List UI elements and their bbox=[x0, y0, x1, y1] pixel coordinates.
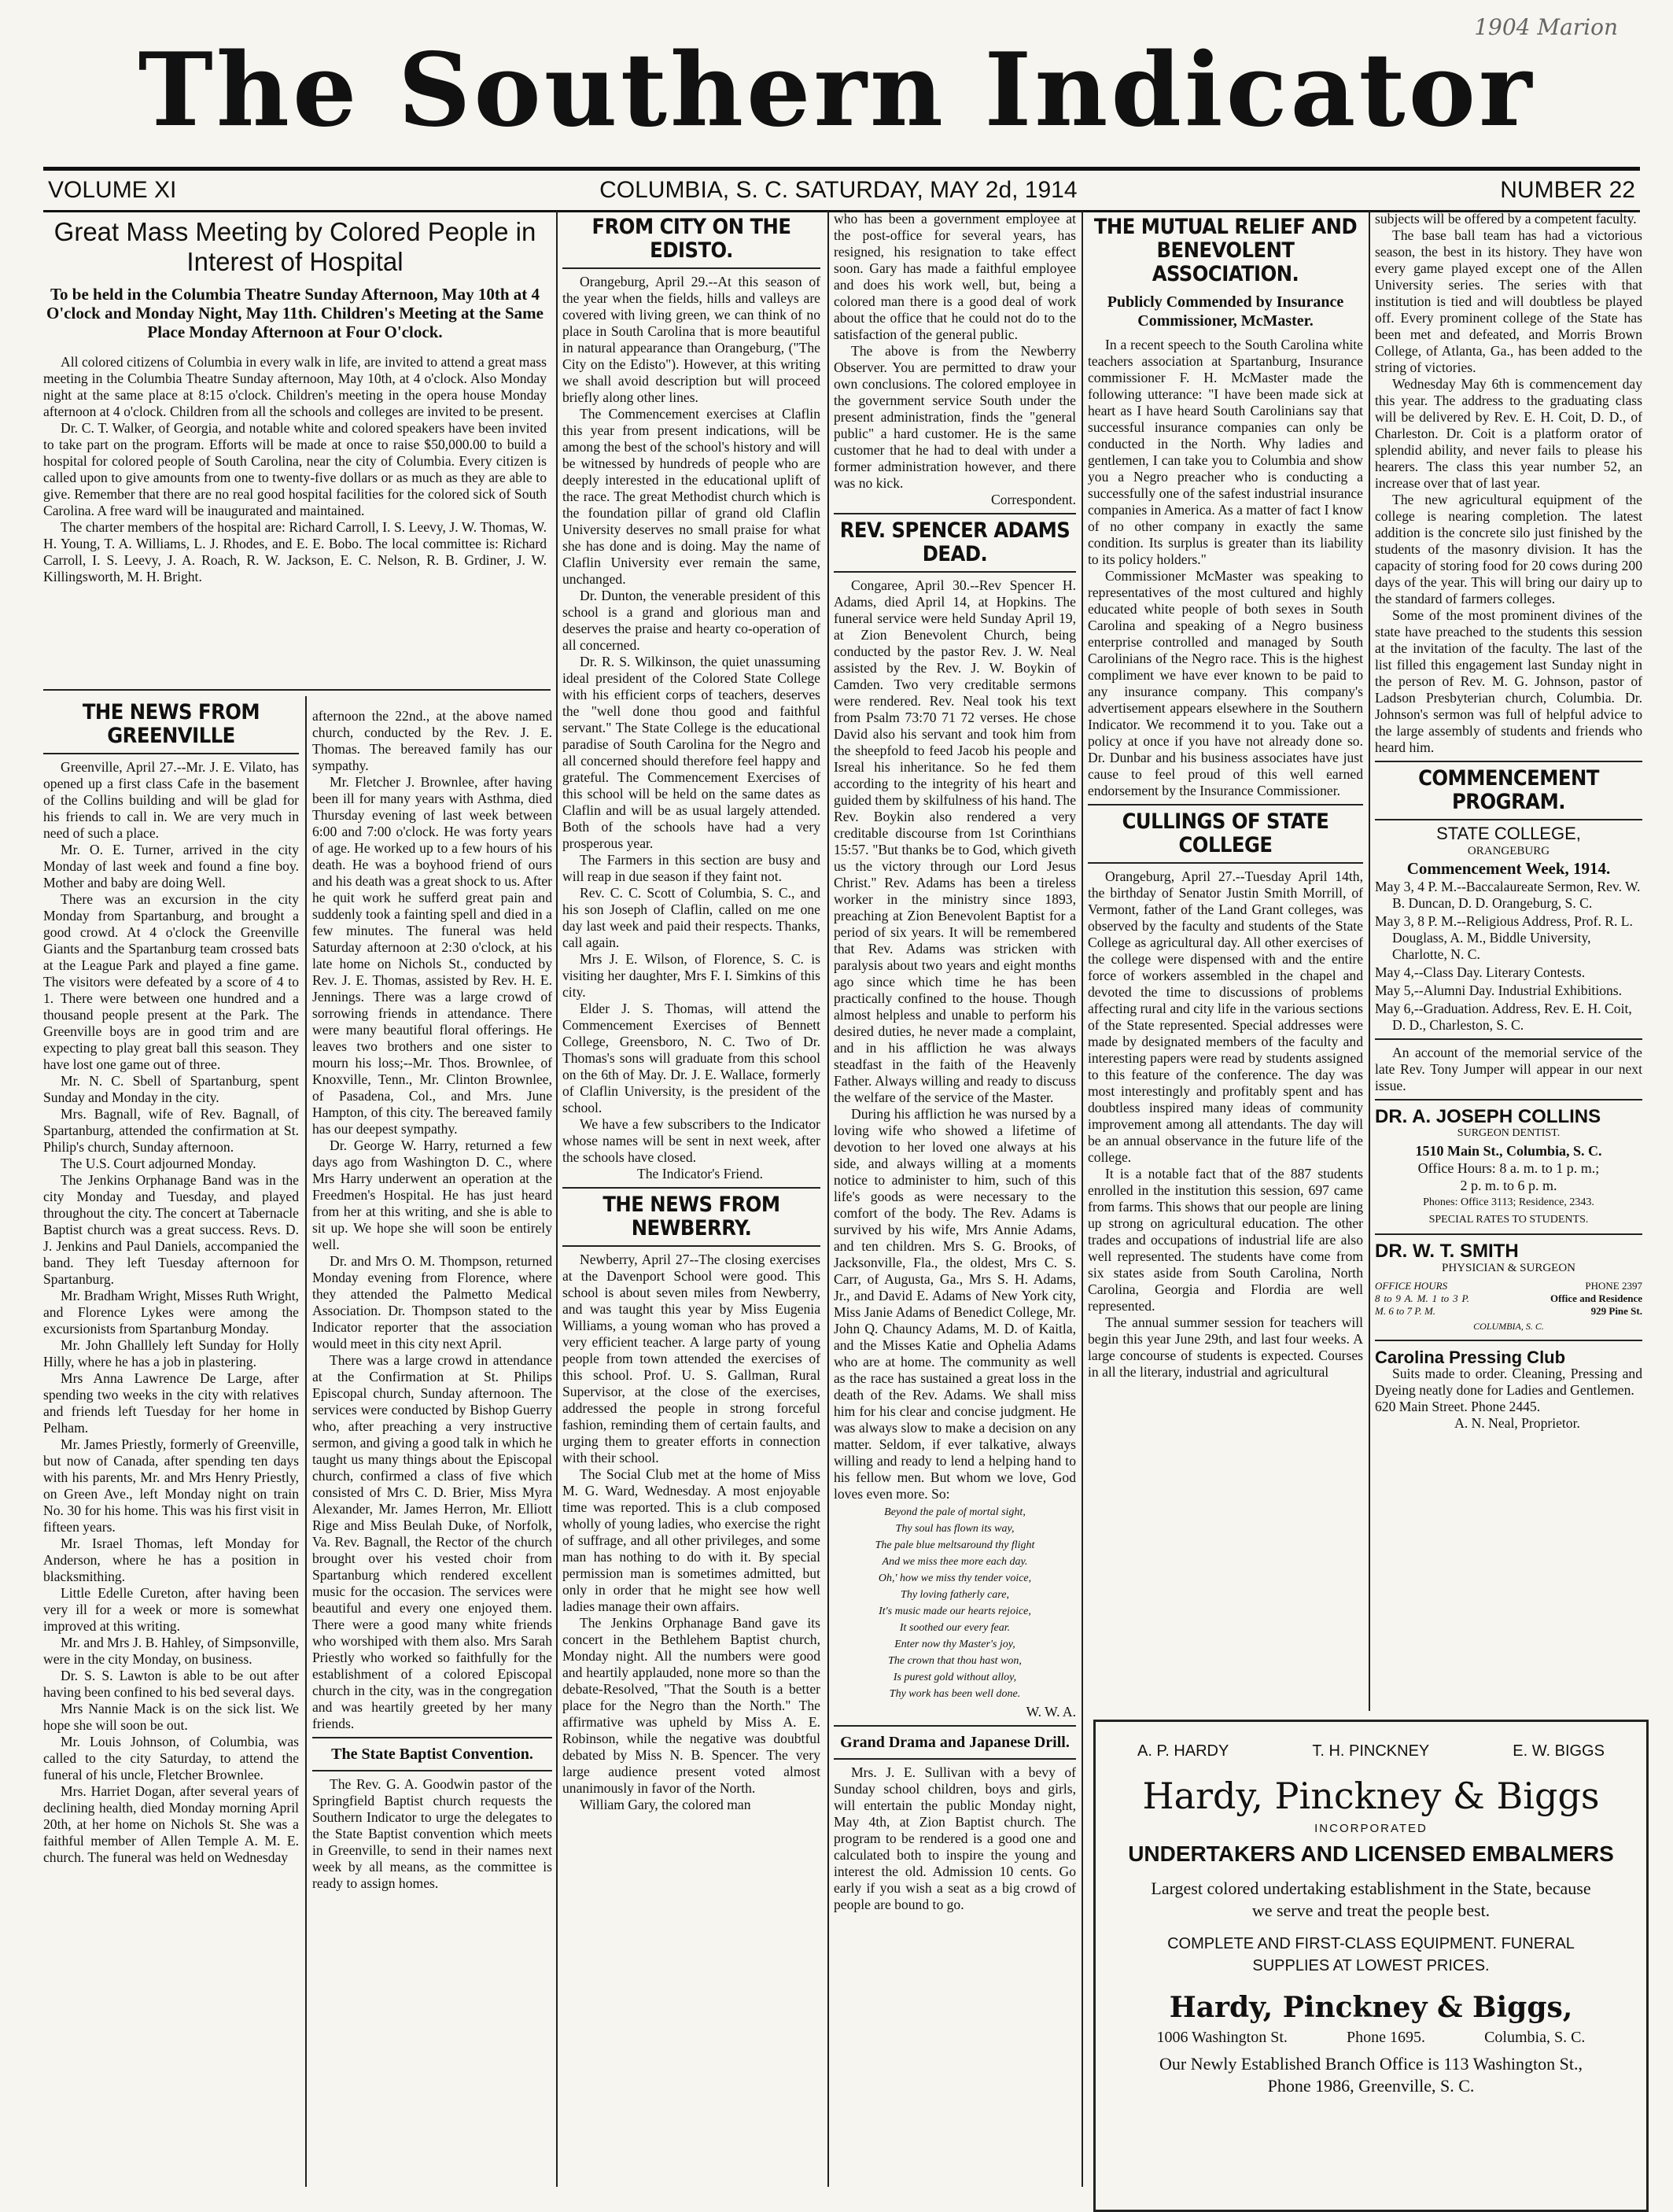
ad-branch: Our Newly Established Branch Office is 113 Washington St., Phone 1986, Greenville, S. C. bbox=[1159, 2054, 1583, 2096]
divider bbox=[1088, 804, 1363, 806]
program-item: May 3, 8 P. M.--Religious Address, Prof. R. L. Douglass, A. M., Biddle University, Charlotte, N. C. bbox=[1375, 913, 1633, 962]
handwritten-note: 1904 Marion bbox=[1474, 14, 1618, 40]
poem-line: And we miss thee more each day. bbox=[882, 1556, 1028, 1568]
divider bbox=[43, 753, 299, 754]
smith-office: Office and Residence bbox=[1550, 1292, 1642, 1304]
column-rule bbox=[556, 211, 558, 2187]
poem-line: Thy soul has flown its way, bbox=[895, 1523, 1015, 1535]
greenville-continued bbox=[312, 708, 552, 2187]
poem-line: The crown that thou hast won, bbox=[888, 1655, 1022, 1667]
smith-hours-label: OFFICE HOURS bbox=[1375, 1280, 1448, 1292]
paragraph: An account of the memorial service of the late Rev. Tony Jumper will appear in our next issue. bbox=[1375, 1045, 1642, 1093]
paragraph: Mrs. Bagnall, wife of Rev. Bagnall, of Spartanburg, attended the confirmation at St. Philip's church, Sunday afternoon. bbox=[43, 1106, 299, 1155]
divider bbox=[1375, 1038, 1642, 1040]
paragraph: Dr. and Mrs O. M. Thompson, returned Monday evening from Florence, where they attended the Palmetto Medical Association. Dr. Thompson stated to the Indicator reporter that the association would meet in this city next April. bbox=[312, 1253, 552, 1351]
column-rule bbox=[1369, 211, 1370, 1711]
paragraph: There was an excursion in the city Monday from Spartanburg, and brought a good crowd. At 4 o'clock the Greenville Giants and the Spartanburg team crossed bats at the League Park and played a fine game. The visitors were defeated by a score of 4 to 1. There were between one hundred and a thousand people present at the Park. The Greenville boys are in good trim and are expecting to play great ball this season. They have lost one game out of three. bbox=[43, 891, 299, 1072]
ad-text: Largest colored undertaking establishment in the State, because we serve and treat the people best. bbox=[1151, 1878, 1591, 1920]
drama-headline: Grand Drama and Japanese Drill. bbox=[840, 1734, 1070, 1751]
divider bbox=[562, 1187, 820, 1189]
program-item: May 6,--Graduation. Address, Rev. E. H. Coit, D. D., Charleston, S. C. bbox=[1375, 1001, 1632, 1033]
collins-hours: Office Hours: 8 a. m. to 1 p. m.; bbox=[1417, 1160, 1600, 1176]
volume: VOLUME XI bbox=[48, 177, 177, 203]
divider bbox=[562, 1245, 820, 1247]
ad-incorporated: INCORPORATED bbox=[1314, 1822, 1428, 1835]
paragraph: Congaree, April 30.--Rev Spencer H. Adams, died April 14, at Hopkins. The funeral service were held Sunday April 19, at Zion Benevolent Church, being conducted by the pastor Rev. J. W. Neal assisted by the Rev. J. W. Boykin of Camden. Two very creditable sermons were rendered. Rev. Neal took his text from Psalm 73:70 71 72 verses. He chose David also his servant and took him from the sheepfold to feed Jacob his people and Isreal his inheritance. So he fed them according to the integrity of his heart and guided them by skilfulness of his hand. The Rev. Boykin also rendered a very creditable discourse from 1st Corinthians 15:57. "But thanks be to God, which giveth us the victory through our Lord Jesus Christ." Rev. Adams has been a tireless worker in the ministry since 1893, preaching at Zion Benevolent Baptist for a period of six years. It will be remembered that Rev. Adams was stricken with paralysis about two years and eight months ago since which time he has been practically confined to the house. Though almost helpless and unable to perform his desired duties, he never made a complaint, and in his affliction he was always steadfast in the faith of the Heavenly Father. Always willing and ready to discuss the welfare of the service of the Master. bbox=[834, 577, 1076, 1105]
divider bbox=[312, 1770, 552, 1771]
mutual-deck: Publicly Commended by Insurance Commissioner, McMaster. bbox=[1107, 293, 1344, 330]
undertaker-ad bbox=[1093, 1720, 1649, 2212]
paragraph: Suits made to order. Cleaning, Pressing and Dyeing neatly done for Ladies and Gentlemen. bbox=[1375, 1366, 1642, 1398]
program-list bbox=[1375, 879, 1642, 1034]
paragraph: It is a notable fact that of the 887 students enrolled in the institution this session, 697 came from farms. This shows that our people are lining up strong on agricultural education. The other trades and occupations of industrial life are also well represented. The students have come from six states aside from South Carolina, North Carolina, Georgia and Flordia are well represented. bbox=[1088, 1166, 1363, 1314]
paragraph: The base ball team has had a victorious season, the best in its history. They have won every game played except one of the Allen University series. The series with that institution is tied and will doubtless be played off. Every prominent college of the State has been met and defeated, and Morris Brown College, of Atlanta, Ga., has been added to the string of victories. bbox=[1375, 227, 1642, 375]
paragraph: Dr. R. S. Wilkinson, the quiet unassuming ideal president of the Colored State College with his efficient corps of teachers, deserves the "well done thou good and faithful servant." The State College is the educational paradise of South Carolina for the Negro and all concerned should therefore feel happy and grateful. The Commencement Exercises of this school will be held on the same dates as Claflin and will be as usual largely attended. Both of the schools have had a very prosperous year. bbox=[562, 654, 820, 851]
signature: Correspondent. bbox=[991, 492, 1076, 507]
poem-line: Beyond the pale of mortal sight, bbox=[884, 1506, 1026, 1518]
smith-city: COLUMBIA, S. C. bbox=[1473, 1321, 1544, 1332]
smith-hours: 8 to 9 A. M. 1 to 3 P. M. 6 to 7 P. M. bbox=[1375, 1292, 1469, 1317]
paragraph: The new agricultural equipment of the college is nearing completion. The latest addition is the concrete silo just finished by the students of the masonry division. It has the capacity of storing food for 20 cows during 200 days of the year. This will bring our dairy up to the standard of farmers colleges. bbox=[1375, 492, 1642, 606]
paragraph: Newberry, April 27--The closing exercises at the Davenport School were good. This school is about seven miles from Newberry, and was taught this year by Miss Eugenia Williams, a young woman who has proved a very efficient teacher. A large party of young people from town attended the exercises of this school. Prof. U. S. Gallman, Rural Supervisor, at the close of the exercises, addressed the people in strong forceful fashion, reminding them of certain faults, and urging them to greater efforts in connection with their school. bbox=[562, 1252, 820, 1465]
pressing-name: Carolina Pressing Club bbox=[1375, 1347, 1566, 1367]
edisto-column bbox=[562, 211, 820, 2185]
paragraph: Mr. Bradham Wright, Misses Ruth Wright, and Florence Lykes were among the excursionists from Spartanburg Monday. bbox=[43, 1288, 299, 1336]
divider bbox=[1375, 1233, 1642, 1235]
smith-name: DR. W. T. SMITH bbox=[1375, 1241, 1519, 1262]
divider bbox=[834, 513, 1076, 514]
divider bbox=[834, 571, 1076, 573]
paragraph: Dr. S. S. Lawton is able to be out after having been confined to his bed several days. bbox=[43, 1668, 299, 1700]
ad-business: UNDERTAKERS AND LICENSED EMBALMERS bbox=[1128, 1841, 1614, 1866]
collins-phones: Phones: Office 3113; Residence, 2343. bbox=[1423, 1196, 1594, 1208]
paragraph: Mrs J. E. Wilson, of Florence, S. C. is visiting her daughter, Mrs F. I. Simkins of this city. bbox=[562, 951, 820, 1000]
paragraph: There was a large crowd in attendance at the Confirmation at St. Philips Episcopal church, Sunday afternoon. The services were conducted by Bishop Guerry who, after preaching a very instructive sermon, and giving a good talk in which he taught us many things about the Episcopal church, confirmed a class of five which consisted of Mrs C. D. Brier, Miss Myra Alexander, Mr. James Herron, Mr. Elliott Rige and Miss Beulah Duke, of Norfolk, Va. Rev. Bagnall, the Rector of the church brought over his vested choir from Spartanburg which rendered excellent music for the occasion. The services were beautiful and every one enjoyed them. There were a good many white friends who worshiped with them also. Mrs Sarah Priestly who worked so faithfully for the establishment of a colored Episcopal church in the city, was in the congregation and was heartily greeted by her many friends. bbox=[312, 1352, 552, 1731]
poem-line: Oh,' how we miss thy tender voice, bbox=[878, 1572, 1032, 1584]
partner-name: T. H. PINCKNEY bbox=[1312, 1742, 1430, 1760]
paragraph: who has been a government employee at the post-office for several years, has resigned, his resignation to take effect soon. Gary has made a faithful employee and does his work well, but, being a colored man there is a good deal of work about the office that he could not do to the satisfaction of the general public. bbox=[834, 211, 1076, 342]
masthead: The Southern Indicator bbox=[138, 31, 1535, 149]
paragraph: The Jenkins Orphanage Band gave its concert in the Bethlehem Baptist church, Monday night. All the numbers were good and heartily applauded, none more so than the debate-Resolved, "That the South is a better place for the Negro than the North." The affirmative was upheld by Miss A. E. Robinson, while the negative was doubtful debated by Miss N. B. Spencer. The very large audience present voted almost unanimously in favor of the North. bbox=[562, 1615, 820, 1796]
paragraph: Some of the most prominent divines of the state have preached to the students this session at the invitation of the faculty. The last of the list filled this engagement last Sunday night in the person of Rev. M. G. Johnson, pastor of Ladson Presbyterian church, Columbia. Dr. Johnson's sermon was full of helpful advice to the large assembly of students and friends who heard him. bbox=[1375, 607, 1642, 755]
dateline bbox=[43, 167, 1640, 212]
college-column bbox=[1375, 211, 1642, 1709]
convention-headline: The State Baptist Convention. bbox=[331, 1746, 533, 1763]
hospital-deck: To be held in the Columbia Theatre Sunday Afternoon, May 10th at 4 O'clock and Monday Night, May 11th. Children's Meeting at the Same Place Monday Afternoon at Four O'clock. bbox=[46, 285, 544, 341]
poem-line: Thy work has been well done. bbox=[889, 1688, 1021, 1700]
collins-rates: SPECIAL RATES TO STUDENTS. bbox=[1428, 1214, 1589, 1226]
program-item: May 3, 4 P. M.--Baccalaureate Sermon, Rev. W. B. Duncan, D. D. Orangeburg, S. C. bbox=[1375, 879, 1641, 911]
paragraph: Mr. John Ghalllely left Sunday for Holly Hilly, where he has a job in plastering. bbox=[43, 1337, 299, 1370]
newberry-headline: THE NEWS FROM NEWBERRY. bbox=[603, 1193, 780, 1241]
paragraph: Little Edelle Cureton, after having been very ill for a week or more is somewhat improved at this writing. bbox=[43, 1585, 299, 1634]
program-item: May 5,--Alumni Day. Industrial Exhibitions. bbox=[1375, 982, 1623, 998]
divider bbox=[562, 267, 820, 269]
ad-partners bbox=[1096, 1742, 1646, 1760]
divider bbox=[1375, 1099, 1642, 1100]
paragraph: Mr. O. E. Turner, arrived in the city Monday of last week and found a fine boy. Mother and baby are doing Well. bbox=[43, 842, 299, 890]
paragraph: Dr. George W. Harry, returned a few days ago from Washington D. C., where Mrs Harry underwent an operation at the Freedmen's Hospital. He has just heard from her at this writing, and she is able to sit up. We hope she will soon be entirely well. bbox=[312, 1137, 552, 1252]
paragraph: We have a few subscribers to the Indicator whose names will be sent in next week, after the schools have closed. bbox=[562, 1116, 820, 1165]
collins-address: 1510 Main St., Columbia, S. C. bbox=[1415, 1143, 1602, 1159]
smith-title: PHYSICIAN & SURGEON bbox=[1441, 1262, 1576, 1274]
ad-city: Columbia, S. C. bbox=[1484, 2029, 1586, 2046]
ad-address bbox=[1127, 2029, 1615, 2047]
signature: W. W. A. bbox=[1026, 1704, 1076, 1720]
adams-headline: REV. SPENCER ADAMS DEAD. bbox=[839, 518, 1070, 566]
signature: The Indicator's Friend. bbox=[636, 1166, 763, 1182]
adams-column bbox=[834, 211, 1076, 2185]
paragraph: Elder J. S. Thomas, will attend the Commencement Exercises of Bennett College, Greensboro, N. C. Two of Dr. Thomas's sons will graduate from this school on the 6th of May. Dr. J. E. Wallace, formerly of Claflin University, is the president of the school. bbox=[562, 1001, 820, 1115]
collins-title: SURGEON DENTIST. bbox=[1457, 1127, 1561, 1139]
smith-phone: PHONE 2397 bbox=[1585, 1280, 1642, 1292]
greenville-headline: THE NEWS FROM GREENVILLE bbox=[82, 700, 260, 748]
paragraph: The U.S. Court adjourned Monday. bbox=[61, 1156, 256, 1171]
smith-address: 929 Pine St. bbox=[1590, 1305, 1642, 1317]
place-date: COLUMBIA, S. C. SATURDAY, MAY 2d, 1914 bbox=[599, 177, 1078, 203]
program-week: Commencement Week, 1914. bbox=[1406, 859, 1611, 878]
divider bbox=[834, 1758, 1076, 1760]
poem-line: Is purest gold without alloy, bbox=[893, 1672, 1017, 1683]
paragraph: The annual summer session for teachers will begin this year June 29th, and last four weeks. A large concourse of students is expected. Courses in all the literary, industrial and agricultural bbox=[1088, 1314, 1363, 1380]
paragraph: The Commencement exercises at Claflin this year from present indications, will be among the best of the school's history and will be witnessed by hundreds of people who are deeply interested in the educational uplift of the race. The great Methodist church which is the foundation pillar of grand old Claflin University deserves no small praise for what she has done and is doing. May the name of Claflin University ever remain the same, unchanged. bbox=[562, 406, 820, 587]
paragraph: Orangeburg, April 27.--Tuesday April 14th, the birthday of Senator Justin Smith Morrill, of Vermont, father of the Land Grant colleges, was observed by the faculty and students of the State College as agricultural day. All other exercises of the college were dispensed with and the entire force of workers assembled in the chapel and devoted the time to discussions of problems affecting rural and city life in the various sections of the State represented. Special addresses were made by designated members of the faculty and interesting papers were read by students assigned to this feature of the conference. The day was most interestingly and profitably spent and has doubtless inspired many ideas of community improvement among all attendants. The day will be an annual observance in the future life of the college. bbox=[1088, 868, 1363, 1165]
column-rule bbox=[827, 211, 829, 2187]
poem-line: Thy loving fatherly care, bbox=[901, 1589, 1009, 1601]
paragraph: Mr. and Mrs J. B. Hahley, of Simpsonville, were in the city Monday, on business. bbox=[43, 1635, 299, 1667]
ad-firm-name-2: Hardy, Pinckney & Biggs, bbox=[1169, 1991, 1573, 2024]
ad-street: 1006 Washington St. bbox=[1156, 2029, 1288, 2046]
divider bbox=[1088, 862, 1363, 864]
collins-hours: 2 p. m. to 6 p. m. bbox=[1460, 1178, 1557, 1193]
paragraph: The charter members of the hospital are: Richard Carroll, I. S. Leevy, J. W. Thomas, W. H. Young, T. A. Williams, L. J. Rhodes, and E. E. Bobo. The local committee is: Richard Carroll, I. S. Leevy, J. A. Roach, R. W. Jackson, E. C. Nelson, R. B. Grdiner, J. W. Killingsworth, M. H. Bright. bbox=[43, 519, 547, 584]
divider bbox=[1375, 761, 1642, 762]
divider bbox=[1375, 819, 1642, 820]
paragraph: Mr. Israel Thomas, left Monday for Anderson, where he has a position in blacksmithing. bbox=[43, 1535, 299, 1584]
paragraph: The above is from the Newberry Observer. You are permitted to draw your own conclusions. The colored employee in the government service South under the present administration, finds the "general public" a hard customer. He is the same customer that he had to deal with under a former administration however, and there was no kick. bbox=[834, 343, 1076, 491]
greenville-column bbox=[43, 696, 299, 2191]
collins-name: DR. A. JOSEPH COLLINS bbox=[1375, 1106, 1601, 1127]
divider bbox=[312, 1737, 552, 1738]
column-rule bbox=[305, 696, 307, 2187]
paragraph: Mr. Louis Johnson, of Columbia, was called to the city Saturday, to attend the funeral of his uncle, Fletcher Brownlee. bbox=[43, 1734, 299, 1783]
paragraph: Mrs. J. E. Sullivan with a bevy of Sunday school children, boys and girls, will entertain the public Monday night, May 4th, at Zion Baptist church. The program to be rendered is a good one and calculated both to inspire the young and interest the old. Admission 10 cents. Go early if you wish a seat as a big crowd of people are bound to go. bbox=[834, 1764, 1076, 1912]
paragraph: Mr. Fletcher J. Brownlee, after having been ill for many years with Asthma, died Thursday evening of last week between 6:00 and 7:00 o'clock. He was forty years of age. He worked up to a few hours of his death. He was a boyhood friend of ours and his death was a great shock to us. After he quit work he sufferd great pain and suddenly took a fainting spell and died in a few minutes. The funeral was held Saturday afternoon at 2:30 o'clock, at his late home on Nichols St., conducted by Rev. J. E. Thomas, assisted by Rev. H. E. Jennings. There was a large crowd of sorrowing friends in attendance. There were many beautiful floral offerings. He leaves two brothers and one sister to mourn his loss;--Mr. Thos. Brownlee, of Knoxville, Tenn., Mr. Clinton Brownlee, of Pasadena, Col., and Mrs. June Hampton, of this city. The bereaved family has our deepest sympathy. bbox=[312, 774, 552, 1137]
mutual-headline: THE MUTUAL RELIEF AND BENEVOLENT ASSOCIATION. bbox=[1093, 215, 1358, 286]
paragraph: Rev. C. C. Scott of Columbia, S. C., and his son Joseph of Claflin, called on me one day last week and paid their respects. Thanks, call again. bbox=[562, 885, 820, 950]
paragraph: Mr. James Priestly, formerly of Greenville, but now of Canada, after spending ten days with his parents, Mr. and Mrs Henry Priestly, on Green Ave., left Monday night on train No. 30 for his home. This was his first visit in fifteen years. bbox=[43, 1436, 299, 1535]
section-divider bbox=[43, 689, 551, 691]
paragraph: Dr. C. T. Walker, of Georgia, and notable white and colored speakers have been invited to take part on the program. Efforts will be made at once to raise $50,000.00 to build a hospital for colored people of South Carolina, near the city of Columbia. Every citizen is called upon to give amounts from one to twenty-five dollars or as much as they are able to give. Remember that there are no real good hospital facilities for the colored sick of South Carolina. A free ward will be inaugurated and maintained. bbox=[43, 420, 547, 518]
ad-phone: Phone 1695. bbox=[1346, 2029, 1425, 2046]
paragraph: The Rev. G. A. Goodwin pastor of the Springfield Baptist church requests the Southern Indicator to urge the delegates to the State Baptist convention which meets in Greenville, to send in their names next week by all means, as the committee is ready to assign homes. bbox=[312, 1776, 552, 1891]
edisto-headline: FROM CITY ON THE EDISTO. bbox=[591, 215, 791, 263]
ad-text: COMPLETE AND FIRST-CLASS EQUIPMENT. FUNERAL SUPPLIES AT LOWEST PRICES. bbox=[1167, 1935, 1575, 1974]
hospital-article bbox=[43, 211, 547, 683]
mutual-column bbox=[1088, 211, 1363, 1709]
program-headline: COMMENCEMENT PROGRAM. bbox=[1418, 766, 1599, 814]
paragraph: subjects will be offered by a competent faculty. bbox=[1375, 211, 1637, 227]
program-item: May 4,--Class Day. Literary Contests. bbox=[1375, 964, 1586, 980]
poem-line: Enter now thy Master's joy, bbox=[894, 1639, 1015, 1650]
program-city: ORANGEBURG bbox=[1467, 845, 1550, 857]
paragraph: Mrs. Harriet Dogan, after several years of declining health, died Monday morning April 20th, at her home on Nichols St. She was a faithful member of Allen Temple A. M. E. church. The funeral was held on Wednesday bbox=[43, 1783, 299, 1865]
poem-line: The pale blue meltsaround thy flight bbox=[875, 1539, 1035, 1551]
cullings-headline: CULLINGS OF STATE COLLEGE bbox=[1122, 809, 1329, 857]
paragraph: Mr. N. C. Sbell of Spartanburg, spent Sunday and Monday in the city. bbox=[43, 1073, 299, 1105]
paragraph: During his affliction he was nursed by a loving wife who showed a lifetime of devotion to her loved one always at his side, and always willing at a moments notice to administer to him, such of this life's goods as were necessary to the comfort of the body. The Rev. Adams is survived by his wife, Mrs Annie Adams, and ten children. Mrs S. G. Brooks, of Jacksonville, Fla., the oldest, Mrs C. S. Carr, of Augusta, Ga., Mrs S. H. Adams, Jr., and David E. Adams of New York city, Miss Janie Adams of Benedict College, Mr. John Q. Chauncy Adams, M. D. of Kaitla, and the Misses Katie and Ophelia Adams who are at home. The community as well as the race has sustained a great loss in the death of the Rev. Adams. We shall miss him for his clear and concise judgment. He was always slow to make a decision on any matter. Seldom, if ever talkative, always willing and ready to lend a helping hand to his fellow men. But whom we love, God loves even more. So: bbox=[834, 1106, 1076, 1502]
program-school: STATE COLLEGE, bbox=[1436, 824, 1581, 843]
hospital-headline: Great Mass Meeting by Colored People in Interest of Hospital bbox=[53, 217, 536, 276]
poem-line: It's music made our hearts rejoice, bbox=[879, 1606, 1031, 1617]
paragraph: The Social Club met at the home of Miss M. G. Ward, Wednesday. A most enjoyable time was reported. This is a club composed wholly of young ladies, who exercise the right of suffrage, and all other privileges, and some man has nothing to do with it. By special permission man is sometimes admitted, but only in order that he might see how well ladies manage their own affairs. bbox=[562, 1466, 820, 1614]
issue-number: NUMBER 22 bbox=[1500, 177, 1635, 203]
divider bbox=[834, 1725, 1076, 1727]
paragraph: The Farmers in this section are busy and will reap in due season if they faint not. bbox=[562, 852, 820, 884]
paragraph: Mrs Anna Lawrence De Large, after spending two weeks in the city with relatives and friends left Tuesday for her home in Pelham. bbox=[43, 1370, 299, 1436]
pressing-proprietor: A. N. Neal, Proprietor. bbox=[1454, 1415, 1580, 1431]
paragraph: William Gary, the colored man bbox=[580, 1797, 751, 1812]
divider bbox=[1375, 1340, 1642, 1341]
paragraph: Greenville, April 27.--Mr. J. E. Vilato, has opened up a first class Cafe in the basement of the Collins building and will be glad for his friends to call in. We are very much in need of such a place. bbox=[43, 759, 299, 841]
paragraph: All colored citizens of Columbia in every walk in life, are invited to attend a great mass meeting in the Columbia Theatre Sunday afternoon, May 10th, at 4 o'clock. Also Monday night at the same place at 8:15 o'clock. Children's meeting in the opera house Monday afternoon at 4 o'clock. Children from all the schools and colleges are invited to be present. bbox=[43, 354, 547, 419]
ad-firm-name: Hardy, Pinckney & Biggs bbox=[1142, 1775, 1600, 1817]
paragraph: Orangeburg, April 29.--At this season of the year when the fields, hills and valleys are covered with living green, we can think of no place in South Carolina that is more beautiful in natural appearance than Orangeburg, ("The City on the Edisto"). However, at this writing we shall avoid description but will proceed briefly along other lines. bbox=[562, 274, 820, 405]
paragraph: Dr. Dunton, the venerable president of this school is a grand and glorious man and deserves the praise and hearty co-operation of all concerned. bbox=[562, 588, 820, 653]
paragraph: The Jenkins Orphanage Band was in the city Monday and Tuesday, and played throughout the city. The concert at Tabernacle Baptist church was a great success. Revs. D. J. Jenkins and Paul Daniels, accompanied the band. They left Tuesday afternoon for Spartanburg. bbox=[43, 1172, 299, 1287]
paragraph: afternoon the 22nd., at the above named church, conducted by the Rev. J. E. Thomas. The bereaved family has our sympathy. bbox=[312, 708, 552, 773]
paragraph: Mrs Nannie Mack is on the sick list. We hope she will soon be out. bbox=[43, 1701, 299, 1733]
paragraph: In a recent speech to the South Carolina white teachers association at Spartanburg, Insurance commissioner F. H. McMaster made the following utterance: "I have been made sick at heart as I have heard South Carolinians say that successful insurance companies can only be conducted in the North. Why ladies and gentlemen, I can take you to Columbia and show you a Negro preacher who is conducting a successfully one of the safest industrial insurance companies in America. As a matter of fact I know of no other company in exactly the same condition. Its surplus is greater than its liability to its policy holders." bbox=[1088, 337, 1363, 567]
poem-line: It soothed our every fear. bbox=[899, 1622, 1011, 1634]
partner-name: A. P. HARDY bbox=[1137, 1742, 1229, 1760]
memorial-poem bbox=[834, 1506, 1076, 1701]
partner-name: E. W. BIGGS bbox=[1513, 1742, 1605, 1760]
column-rule bbox=[1082, 211, 1083, 2187]
pressing-address: 620 Main Street. Phone 2445. bbox=[1375, 1399, 1541, 1414]
paragraph: Commissioner McMaster was speaking to representatives of the most cultured and highly educated white people of both sexes in South Carolina and speaking of a Negro business enterprise controlled and managed by South Carolinians of the Negro race. This is the highest compliment we have ever known to be paid to any insurance company. This company's advertisement appears elsewhere in the Southern Indicator. We recommend it to you. Take out a policy at once if you have not already done so. Dr. Dunbar and his business associates have just cause to feel proud of this well earned endorsement by the Insurance Commissioner. bbox=[1088, 568, 1363, 798]
paragraph: Wednesday May 6th is commencement day this year. The address to the graduating class will be delivered by Rev. E. H. Coit, D. D., of Charleston. Dr. Coit is a platform orator of splendid ability, and never fails to please his hearers. The class this year number 52, an increase over that of last year. bbox=[1375, 376, 1642, 491]
smith-details bbox=[1375, 1280, 1642, 1318]
